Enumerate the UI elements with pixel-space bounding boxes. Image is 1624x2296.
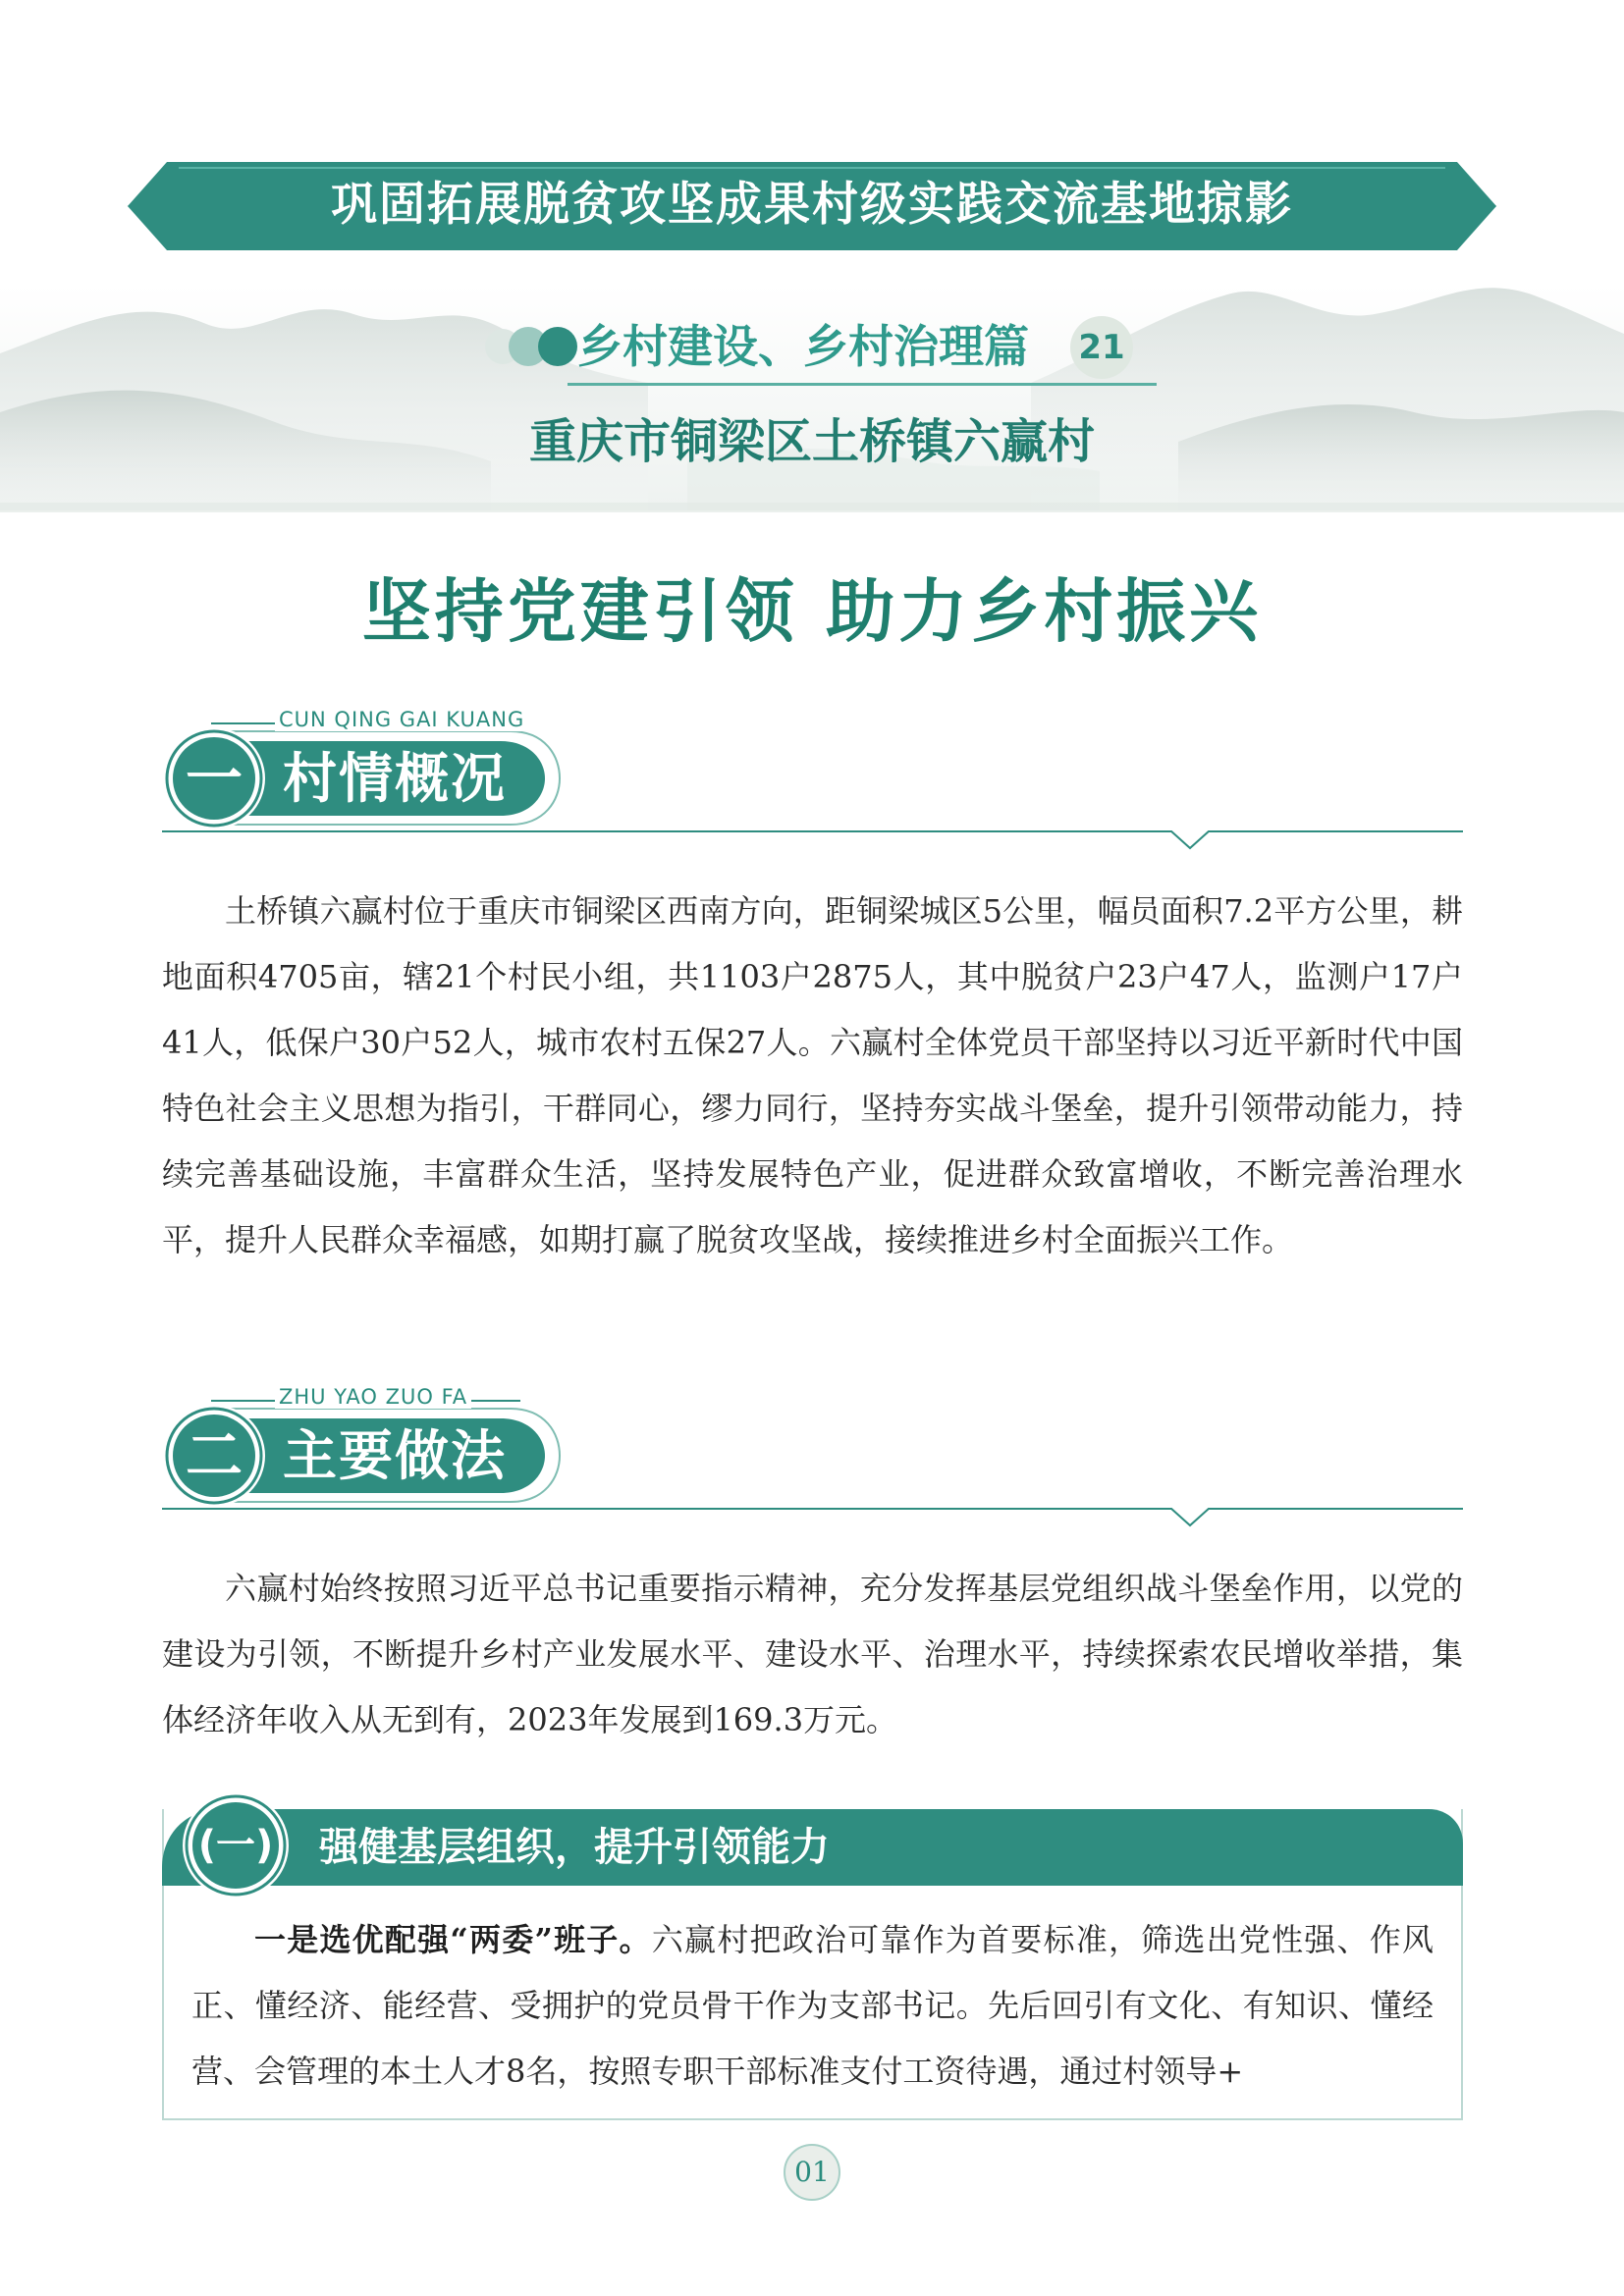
section-header-1: [157, 702, 569, 849]
section-number: 一: [185, 745, 243, 812]
section-header-2: [157, 1379, 569, 1526]
section-title: 村情概况: [283, 747, 508, 810]
issue-number-badge: 21: [1070, 316, 1133, 379]
section-paragraph: 土桥镇六赢村位于重庆市铜梁区西南方向，距铜梁城区5公里，幅员面积7.2平方公里，耕地面积4705亩，辖21个村民小组，共1103户2875人，其中脱贫户23户47人，监测户17户41人，低保户30户52人，城市农村五保27人。六赢村全体党员干部坚持以习近平新时代中国特色社会主义思想为指引，干群同心，缪力同行，坚持夯实战斗堡垒，提升引领带动能力，持续完善基础设施，丰富群众生活，坚持发展特色产业，促进群众致富增收，不断完善治理水平，提升人民群众幸福感，如期打赢了脱贫攻坚战，接续推进乡村全面振兴工作。: [162, 892, 1463, 1258]
subtitle-underline: [568, 383, 1157, 386]
section-pinyin: CUN QING GAI KUANG: [275, 708, 528, 731]
lead-phrase: 一是选优配强“两委”班子。: [254, 1921, 652, 1958]
divider-notch: [1170, 1508, 1210, 1529]
subsection-paragraph: [191, 1907, 1434, 2105]
page-number: 01: [784, 2144, 840, 2201]
subsection-title: 强健基层组织，提升引领能力: [319, 1825, 830, 1870]
section-title: 主要做法: [283, 1424, 508, 1487]
divider-notch: [1170, 830, 1210, 852]
section-divider: [162, 1508, 1463, 1510]
section-divider: [162, 830, 1463, 832]
section-pinyin: ZHU YAO ZUO FA: [275, 1385, 471, 1409]
article-title: 坚持党建引领 助力乡村振兴: [361, 570, 1263, 652]
section-number: 二: [185, 1422, 243, 1489]
subsection-number: (一): [197, 1823, 274, 1868]
section-paragraph: 六赢村始终按照习近平总书记重要指示精神，充分发挥基层党组织战斗堡垒作用，以党的建设为引领，不断提升乡村产业发展水平、建设水平、治理水平，持续探索农民增收举措，集体经济年收入从无到有，2023年发展到169.3万元。: [162, 1570, 1463, 1738]
paragraph-text: 六赢村把政治可靠作为首要标准，筛选出党性强、作风正、懂经济、能经营、受拥护的党员骨干作为支部书记。先后回引有文化、有知识、懂经营、会管理的本土人才8名，按照专职干部标准支付工资待遇，通过村领导+: [191, 1921, 1434, 2090]
banner-title: 巩固拓展脱贫攻坚成果村级实践交流基地掠影: [331, 178, 1293, 232]
village-name: 重庆市铜梁区土桥镇六赢村: [528, 414, 1095, 469]
series-subtitle: 乡村建设、乡村治理篇: [577, 320, 1029, 373]
